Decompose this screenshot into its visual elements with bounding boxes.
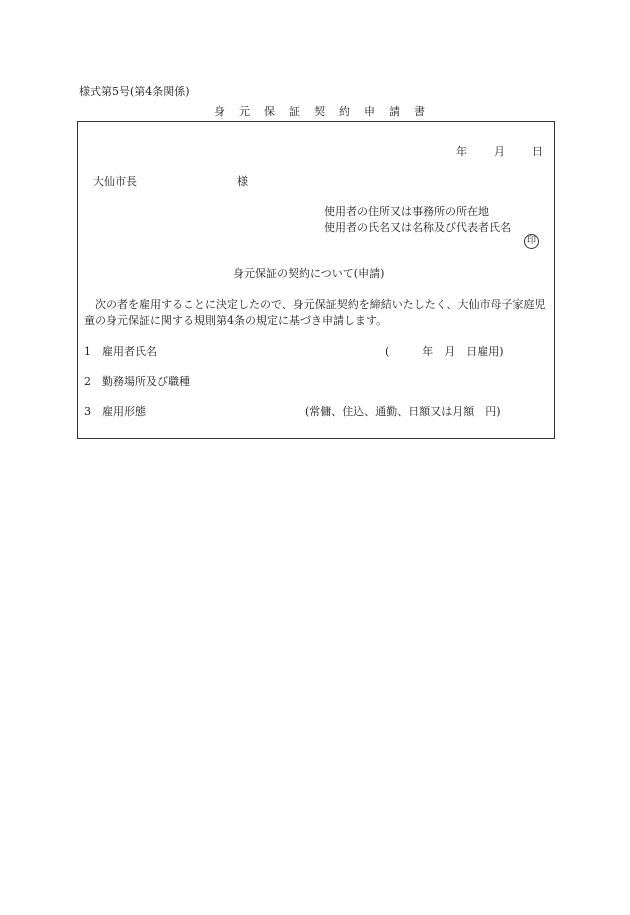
item-1-number: 1: [84, 345, 91, 358]
date-day-label: 日: [532, 145, 543, 158]
item-2-label: 勤務場所及び職種: [102, 375, 190, 388]
form-number-label: 様式第5号(第4条関係): [79, 85, 190, 98]
item-2-number: 2: [84, 375, 91, 388]
subject-line: 身元保証の契約について(申請): [233, 267, 385, 280]
applicant-address-label: 使用者の住所又は事務所の所在地: [324, 205, 489, 218]
item-3-label: 雇用形態: [102, 405, 146, 418]
item-3-note: (常傭、住込、通勤、日額又は月額 円): [305, 405, 501, 418]
body-text: 次の者を雇用することに決定したので、身元保証契約を締結いたしたく、大仙市母子家庭児童の身元保証に関する規則第4条の規定に基づき申請します。: [84, 298, 546, 327]
date-line: [456, 146, 543, 157]
applicant-name-label: 使用者の氏名又は名称及び代表者氏名: [324, 221, 511, 234]
date-month-label: 月: [494, 145, 505, 158]
addressee-honorific: 様: [237, 175, 248, 188]
seal-mark: 印: [524, 234, 539, 249]
addressee-name: 大仙市長: [93, 175, 137, 188]
form-box: [77, 121, 555, 439]
document-title: 身元保証契約申請書: [214, 105, 439, 118]
item-1-note: ( 年 月 日雇用): [385, 345, 504, 358]
item-3-number: 3: [84, 405, 91, 418]
date-year-label: 年: [456, 145, 467, 158]
item-1-label: 雇用者氏名: [102, 345, 157, 358]
